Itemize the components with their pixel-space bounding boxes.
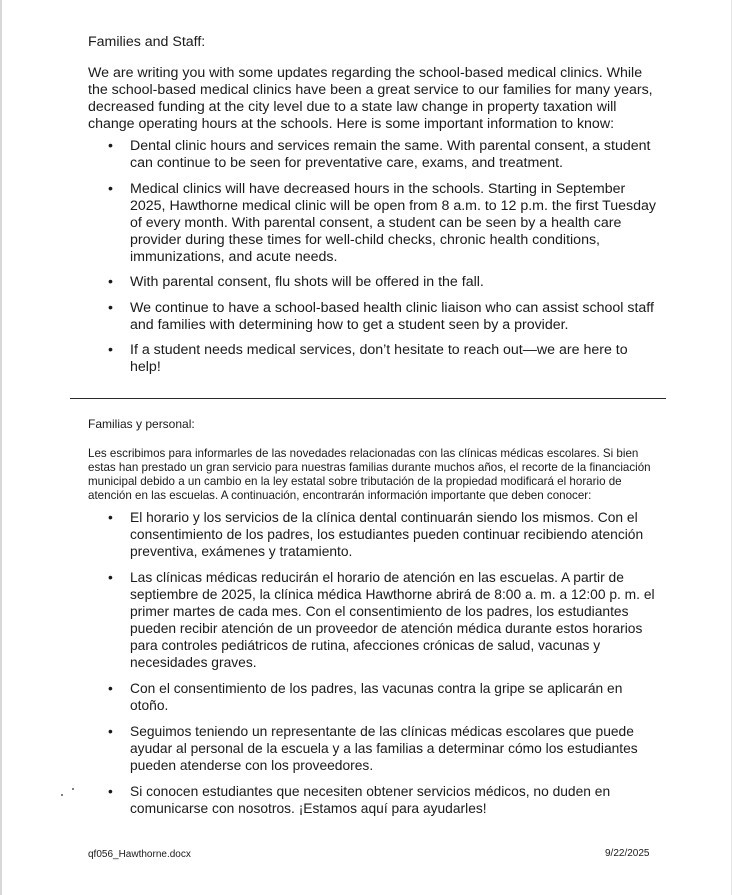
english-bullet-liaison: • We continue to have a school-based health clinic liaison who can assist school staff and families with determining how to get a student seen by a provider. (88, 300, 658, 334)
english-bullet-reach-out: • If a student needs medical services, don’t hesitate to reach out—we are here to help! (88, 342, 658, 376)
spanish-bullet-list (88, 509, 660, 817)
spanish-bullet-dental: • El horario y los servicios de la clínica dental continuarán siendo los mismos. Con el consentimiento de los padres, los estudiantes pueden continuar recibiendo atención preventiva, exámenes y tratamiento. (88, 509, 660, 560)
section-divider (70, 398, 666, 399)
english-section (88, 34, 658, 385)
english-bullet-medical-hours: • Medical clinics will have decreased hours in the schools. Starting in September 2025, Hawthorne medical clinic will be open from 8 a.m. to 12 p.m. the first Tuesday of every month. With parental consent, a student can be seen by a health care provider during these times for well-child checks, chronic health conditions, immunizations, and acute needs. (88, 181, 658, 266)
scan-speck (61, 794, 63, 796)
spanish-greeting: Familias y personal: (88, 417, 195, 431)
spanish-bullet-reach-out: • Si conocen estudiantes que necesiten obtener servicios médicos, no duden en comunicarse con nosotros. ¡Estamos aquí para ayudarles! (88, 783, 660, 817)
english-intro: We are writing you with some updates regarding the school-based medical clinics. While the school-based medical clinics have been a great service to our families for many years, decreased funding at the city level due to a state law change in property taxation will change operating hours at the schools. Here is some important information to know: (88, 65, 653, 132)
spanish-bullet-flu-shots: • Con el consentimiento de los padres, las vacunas contra la gripe se aplicarán en otoño. (88, 680, 660, 714)
footer-date: 9/22/2025 (605, 848, 650, 859)
spanish-bullet-medical-hours: • Las clínicas médicas reducirán el horario de atención en las escuelas. A partir de septiembre de 2025, la clínica médica Hawthorne abrirá de 8:00 a. m. a 12:00 p. m. el primer martes de cada mes. Con el consentimiento de los padres, los estudiantes pueden recibir atención de un proveedor de atención médica durante estos horarios para controles pediátricos de rutina, afecciones crónicas de salud, vacunas y necesidades graves. (88, 569, 660, 671)
spanish-section (88, 417, 660, 826)
english-bullet-dental: • Dental clinic hours and services remain the same. With parental consent, a student can continue to be seen for preventative care, exams, and treatment. (88, 138, 658, 172)
spanish-intro: Les escribimos para informarles de las novedades relacionadas con las clínicas médicas escolares. Si bien estas han prestado un gran servicio para nuestras familias durante muchos años, el recorte de la financiación municipal debido a un cambio en la ley estatal sobre tributación de la propiedad modificará el horario de atención en las escuelas. A continuación, encontrarán información importante que deben conocer: (88, 447, 651, 502)
spanish-bullet-liaison: • Seguimos teniendo un representante de las clínicas médicas escolares que puede ayudar al personal de la escuela y a las familias a determinar cómo los estudiantes pueden atenderse con los proveedores. (88, 723, 660, 774)
scan-speck (72, 788, 74, 790)
english-greeting: Families and Staff: (88, 34, 206, 50)
english-bullet-flu-shots: • With parental consent, flu shots will be offered in the fall. (88, 274, 658, 291)
scan-edge-left (0, 0, 2, 895)
english-bullet-list (88, 138, 658, 376)
footer-filename: qf056_Hawthorne.docx (88, 849, 191, 860)
